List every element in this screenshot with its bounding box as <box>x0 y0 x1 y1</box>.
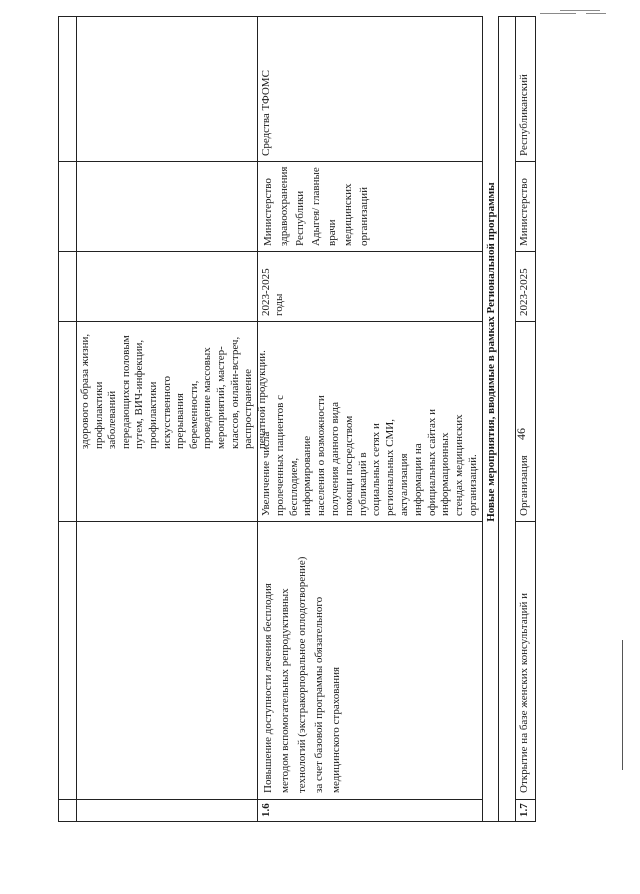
measure-description: Открытие на базе женских консультаций и <box>518 592 530 793</box>
activities-cell: Организация <box>518 455 530 516</box>
rotated-table <box>58 16 536 822</box>
page-number: 46 <box>514 428 528 440</box>
row-number: 1.6 <box>260 803 272 817</box>
activities-cell: Увеличение числа пролеченных пациентов с бесплодием, информирование населения о возможности получения данного вида помощи посредством публикаций в социальных сетях и региональных СМИ, актуализация информации на официальных сайтах и информационных стендах медицинских организаций. <box>260 395 479 516</box>
scan-mark <box>622 640 623 770</box>
executor-cell: Министерство здравоохранения Республики Адыгея/ главные врачи медицинских организаций <box>262 166 370 246</box>
activities-continuation: здорового образа жизни, профилактики заболеваний передающихся половым путем, ВИЧ-инфекции, профилактики искусственного прерывания беременности, проведение массовых мероприятий, мастер- классов, онлайн-встреч, распространение печатной продукции. <box>79 333 268 449</box>
period-cell: 2023-2025 годы <box>260 268 286 316</box>
scan-mark <box>540 13 576 14</box>
executor-cell: Министерство <box>518 178 530 246</box>
scan-mark <box>586 13 606 14</box>
measure-description: Повышение доступности лечения бесплодия методом вспомогательных репродуктивных технологий (экстракорпоральное оплодотворение) за счет базовой программы обязательного медицинского страхования <box>262 556 342 793</box>
scan-mark <box>560 10 600 11</box>
row-number: 1.7 <box>518 803 530 817</box>
section-header: Новые мероприятия, вводимые в рамках Региональной программы <box>485 182 497 522</box>
funding-cell: Средства ТФОМС <box>260 70 272 156</box>
funding-cell: Республиканский <box>518 74 530 156</box>
period-cell: 2023-2025 <box>518 268 530 316</box>
